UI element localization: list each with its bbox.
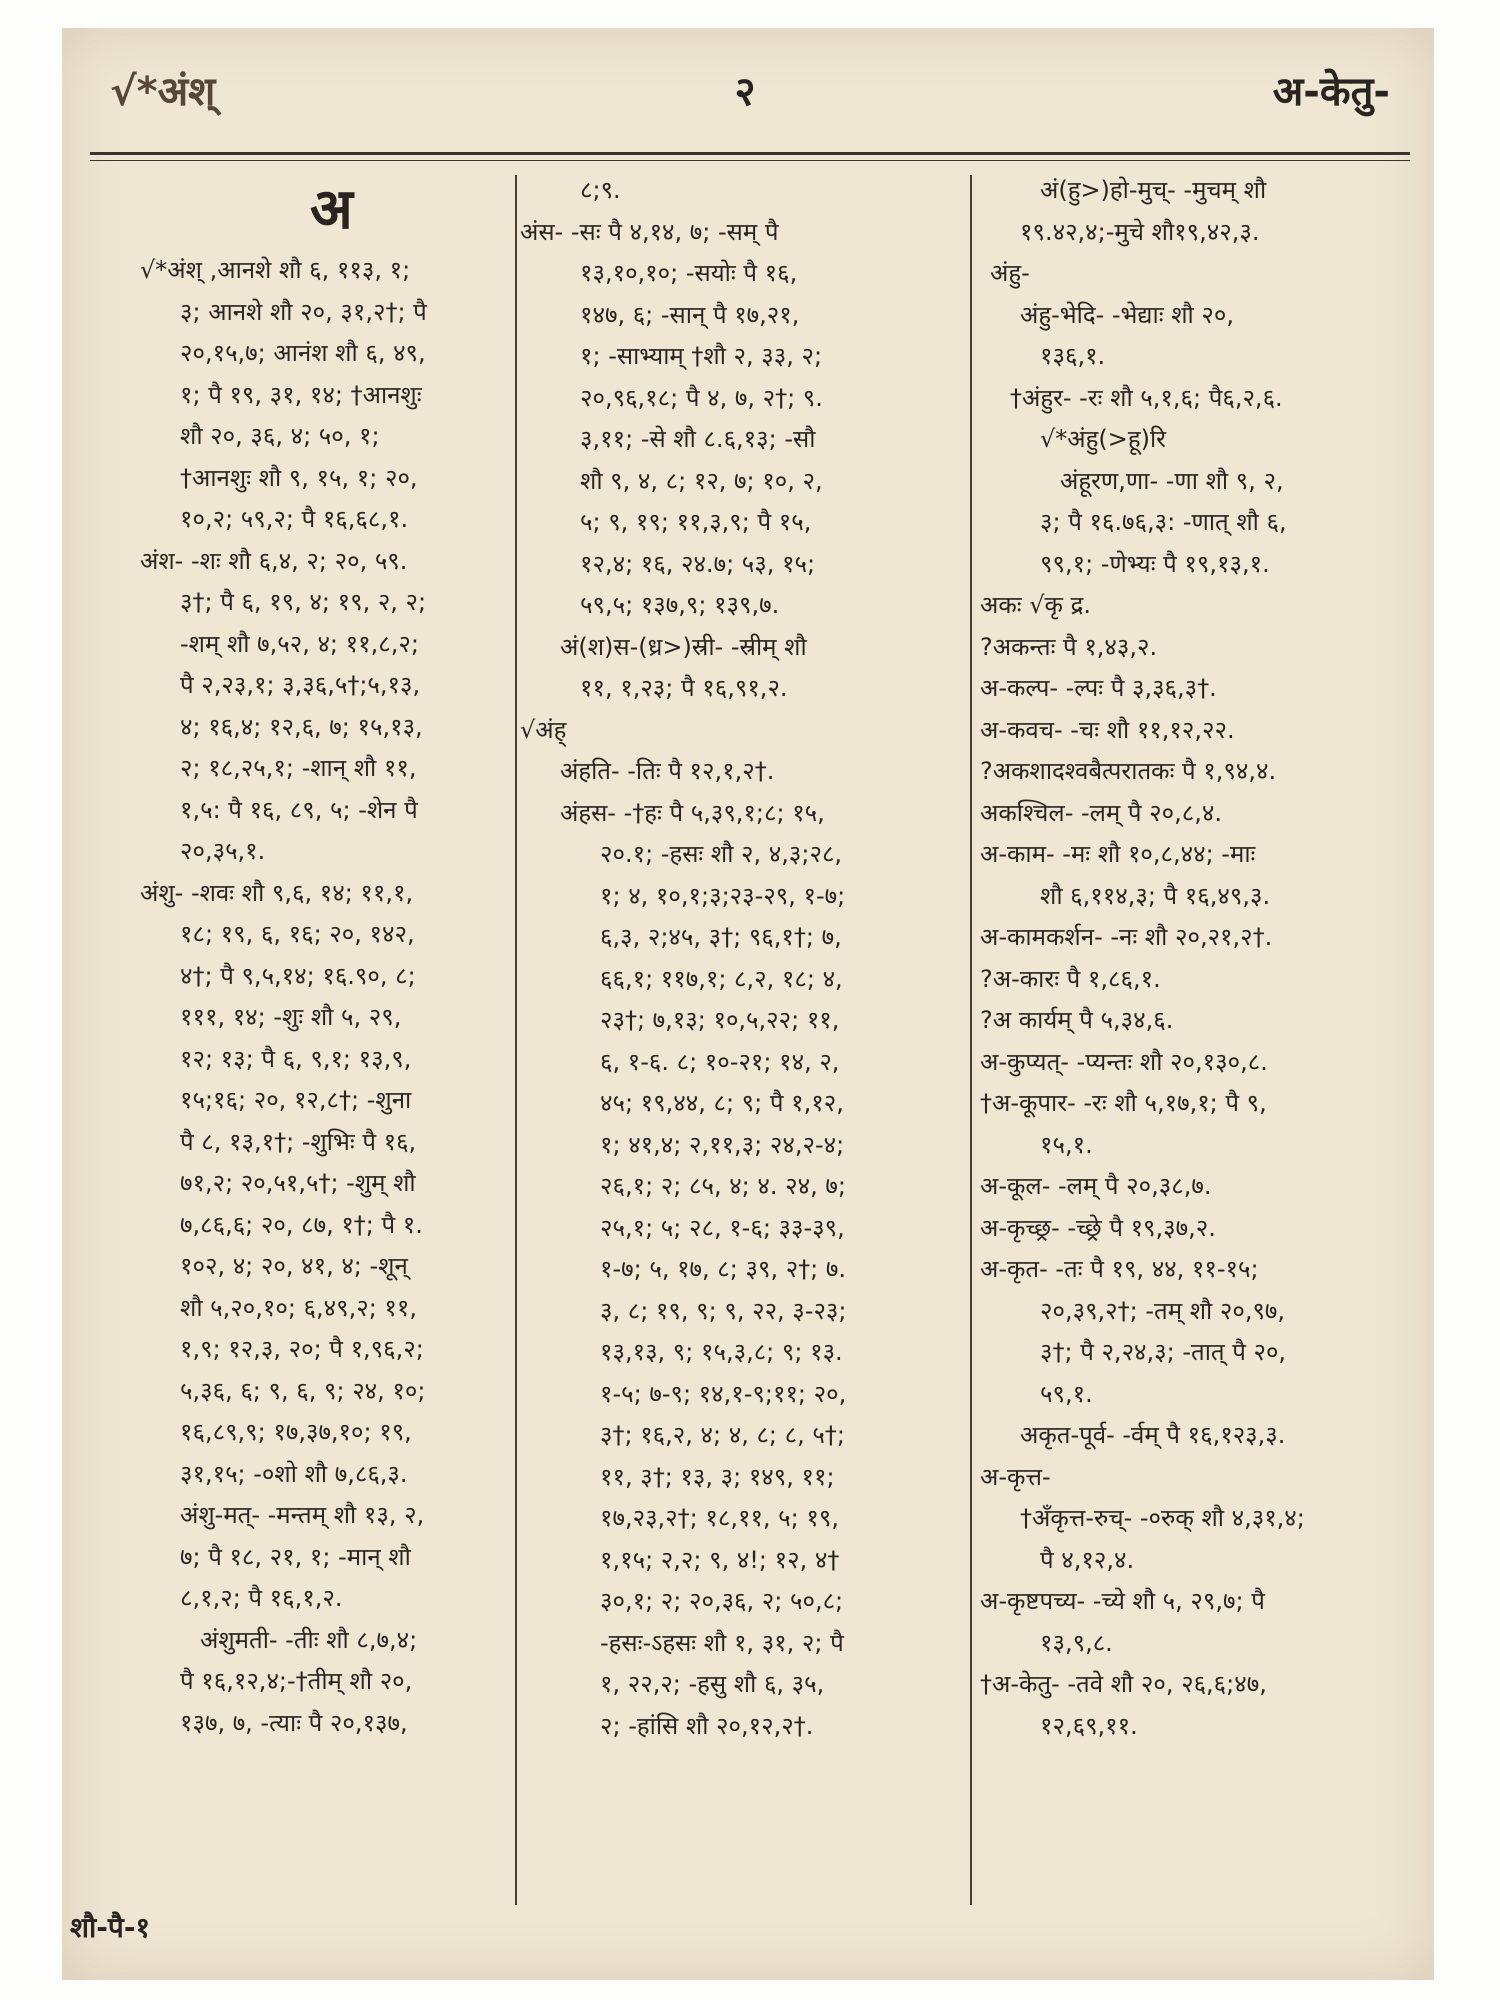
- entry-line: १२,४; १६, २४.७; ५३, १५;: [580, 549, 816, 578]
- entry-line: १; पै १९, ३१, १४; †आनशुः: [180, 380, 422, 409]
- entry-line: १८; १९, ६, १६; २०, १४२,: [180, 920, 415, 948]
- entry-line: ?अकन्तः पै १,४३,२.: [980, 632, 1158, 661]
- entry-line: ११, ३†; १३, ३; १४९, ११;: [600, 1462, 835, 1491]
- entry-line: अकृत-पूर्व- -र्वम् पै १६,१२३,३.: [1020, 1421, 1286, 1449]
- entry-line: ३,११; -से शौ ८.६,१३; -सौ: [580, 425, 816, 453]
- entry-line: अंहु-: [990, 259, 1030, 287]
- entry-line: अ-काम- -मः शौ १०,८,४४; -माः: [980, 840, 1256, 868]
- entry-line: ३, ८; १९, ९; ९, २२, ३-२३;: [600, 1296, 847, 1325]
- entry-line: अंहूरण,णा- -णा शौ ९, २,: [1060, 466, 1284, 495]
- entry-line: ३†; पै ६, १९, ४; १९, २, २;: [180, 588, 427, 616]
- entry-line: ८;९.: [580, 176, 621, 204]
- entry-line: ?अ कार्यम् पै ५,३४,६.: [980, 1006, 1174, 1034]
- entry-line: २३†; ७,१३; १०,५,२२; ११,: [600, 1006, 840, 1034]
- entry-line: २५,१; ५; २८, १-६; ३३-३९,: [600, 1213, 845, 1242]
- entry-line: १; -साभ्याम् †शौ २, ३३, २;: [580, 342, 823, 370]
- entry-line: १; ४, १०,१;३;२३-२९, १-७;: [600, 881, 846, 910]
- entry-line: †अंहुर- -रः शौ ५,१,६; पै६,२,६.: [1010, 383, 1283, 412]
- entry-line: †अँकृत्त-रुच्- -०रुक् शौ ४,३१,४;: [1020, 1504, 1305, 1532]
- entry-line: ५; ९, १९; ११,३,९; पै १५,: [580, 508, 812, 536]
- entry-line: पै ८, १३,१†; -शुभिः पै १६,: [180, 1127, 417, 1156]
- entry-line: १-५; ७-९; १४,१-९;११; २०,: [600, 1379, 847, 1408]
- entry-line: अ-कृत्त-: [980, 1462, 1051, 1491]
- entry-line: अ-कवच- -चः शौ ११,१२,२२.: [980, 715, 1235, 744]
- entry-line: अंहति- -तिः पै १२,१,२†.: [560, 757, 775, 785]
- entry-line: अंस- -सः पै ४,१४, ७; -सम् पै: [520, 217, 779, 246]
- entry-line: ३; पै १६.७६,३: -णात् शौ ६,: [1040, 508, 1287, 536]
- column-2: [520, 170, 960, 1910]
- entry-line: √*अंश् ,आनशे शौ ६, ११३, १;: [140, 256, 411, 284]
- entry-line: शौ ५,२०,१०; ६,४९,२; ११,: [180, 1293, 418, 1322]
- entry-line: √*अंहु(>हू)रि: [1040, 425, 1166, 453]
- entry-line: पै १६,१२,४;-†तीम् शौ २०,: [180, 1667, 413, 1695]
- entry-line: २०,९६,१८; पै ४, ७, २†; ९.: [580, 383, 823, 412]
- running-header-right: अ-केतु-: [1272, 69, 1390, 115]
- entry-line: अकश्चिल- -लम् पै २०,८,४.: [980, 798, 1222, 827]
- entry-line: ३; आनशे शौ २०, ३१,२†; पै: [180, 297, 427, 326]
- entry-line: †अ-केतु- -तवे शौ २०, २६,६;४७,: [980, 1670, 1267, 1698]
- entry-line: २; -हांसि शौ २०,१२,२†.: [600, 1711, 814, 1740]
- column-divider: [515, 175, 517, 1905]
- entry-line: १-७; ५, १७, ८; ३९, २†; ७.: [600, 1255, 847, 1283]
- entry-line: ३१,१५; -०शो शौ ७,८६,३.: [180, 1459, 408, 1488]
- header-rule-thin: [90, 160, 1410, 161]
- entry-line: ११, १,२३; पै १६,९१,२.: [580, 674, 788, 702]
- entry-line: अ-कृत- -तः पै १९, ४४, ११-१५;: [980, 1255, 1259, 1283]
- entry-line: अ-कृच्छ्र- -च्छ्रे पै १९,३७,२.: [980, 1213, 1216, 1242]
- entry-line: १३६,१.: [1040, 342, 1106, 370]
- entry-line: अ-कुप्यत्- -प्यन्तः शौ २०,१३०,८.: [980, 1047, 1268, 1076]
- entry-line: १०,२; ५९,२; पै १६,६८,१.: [180, 505, 409, 533]
- entry-line: अंशु-मत्- -मन्तम् शौ १३, २,: [180, 1501, 425, 1529]
- entry-line: २०,१५,७; आनंश शौ ६, ४९,: [180, 339, 426, 367]
- entry-line: ५९,१.: [1040, 1379, 1093, 1408]
- entry-line: १४७, ६; -सान् पै १७,२१,: [580, 300, 800, 329]
- entry-line: अ-कामकर्शन- -नः शौ २०,२१,२†.: [980, 923, 1273, 951]
- entry-line: १३७, ७, -त्याः पै २०,१३७,: [180, 1708, 408, 1737]
- entry-line: २; १८,२५,१; -शान् शौ ११,: [180, 754, 417, 782]
- entry-line: पै २,२३,१; ३,३६,५†;५,१३,: [180, 671, 421, 699]
- entry-line: ८,१,२; पै १६,१,२.: [180, 1584, 343, 1612]
- running-header-left: √*अंश्: [110, 69, 216, 115]
- entry-line: १३,१०,१०; -सयोः पै १६,: [580, 259, 798, 287]
- entry-line: १,५: पै १६, ८९, ५; -शेन पै: [180, 795, 418, 824]
- entry-line: अंशु- -शवः शौ ९,६, १४; ११,१,: [140, 878, 414, 907]
- entry-line: १, २२,२; -हसु शौ ६, ३५,: [600, 1670, 825, 1698]
- entry-line: ७१,२; २०,५१,५†; -शुम् शौ: [180, 1169, 416, 1197]
- entry-line: ४५; १९,४४, ८; ९; पै १,१२,: [600, 1089, 844, 1117]
- entry-line: १६,८९,९; १७,३७,१०; १९,: [180, 1418, 412, 1446]
- entry-line: ३†; पै २,२४,३; -तात् पै २०,: [1040, 1338, 1287, 1366]
- entry-line: -शम् शौ ७,५२, ४; ११,८,२;: [180, 629, 419, 658]
- entry-line: अं(हु>)हो-मुच्- -मुचम् शौ: [1040, 176, 1267, 204]
- entry-line: अंश- -शः शौ ६,४, २; २०, ५९.: [140, 546, 408, 575]
- entry-line: १०२, ४; २०, ४१, ४; -शून्: [180, 1252, 408, 1280]
- entry-line: अंहस- -†हः पै ५,३९,१;८; १५,: [560, 798, 825, 827]
- entry-line: ?अकशादश्वबैत्परातकः पै १,९४,४.: [980, 757, 1277, 785]
- entry-line: अ-कृष्टपच्य- -च्ये शौ ५, २९,७; पै: [980, 1587, 1265, 1615]
- entry-line: ६६,१; ११७,१; ८,२, १८; ४,: [600, 964, 843, 993]
- entry-line: ३†; १६,२, ४; ४, ८; ८, ५†;: [600, 1421, 845, 1449]
- entry-line: शौ ६,११४,३; पै १६,४९,३.: [1040, 881, 1271, 910]
- entry-line: १,९; १२,३, २०; पै १,९६,२;: [180, 1335, 424, 1363]
- entry-line: १,१५; २,२; ९, ४!; १२, ४†: [600, 1545, 840, 1574]
- entry-line: ७; पै १८, २१, १; -मान् शौ: [180, 1542, 411, 1571]
- entry-line: १३,९,८.: [1040, 1628, 1113, 1657]
- entry-line: १५;१६; २०, १२,८†; -शुना: [180, 1086, 412, 1114]
- entry-line: ५,३६, ६; ९, ६, ९; २४, १०;: [180, 1376, 426, 1405]
- column-divider: [970, 175, 972, 1905]
- entry-line: १; ४१,४; २,११,३; २४,२-४;: [600, 1130, 845, 1159]
- entry-line: २०.१; -हसः शौ २, ४,३;२८,: [600, 840, 843, 868]
- entry-line: २०,३५,१.: [180, 837, 266, 865]
- entry-line: अकः √कृ द्र.: [980, 591, 1091, 619]
- entry-line: ३०,१; २; २०,३६, २; ५०,८;: [600, 1587, 844, 1615]
- entry-line: †अ-कूपार- -रः शौ ५,१७,१; पै ९,: [980, 1089, 1267, 1117]
- entry-line: १२; १३; पै ६, ९,१; १३,९,: [180, 1044, 412, 1073]
- entry-line: -हसः-ऽहसः शौ १, ३१, २; पै: [600, 1628, 844, 1657]
- entry-line: पै ४,१२,४.: [1040, 1545, 1135, 1574]
- entry-line: ६,३, २;४५, ३†; ९६,१†; ७,: [600, 923, 842, 951]
- entry-line: √अंह्: [520, 715, 567, 744]
- entry-line: शौ ९, ४, ८; १२, ७; १०, २,: [580, 466, 823, 495]
- entry-line: १२,६९,११.: [1040, 1711, 1138, 1740]
- entry-line: शौ २०, ३६, ४; ५०, १;: [180, 422, 380, 450]
- entry-line: २०,३९,२†; -तम् शौ २०,९७,: [1040, 1296, 1286, 1325]
- section-letter: अ: [310, 177, 353, 242]
- entry-line: अ-कल्प- -ल्पः पै ३,३६,३†.: [980, 674, 1217, 702]
- entry-line: अंशुमती- -तीः शौ ८,७,४;: [200, 1625, 418, 1654]
- entry-line: ६, १-६. ८; १०-२१; १४, २,: [600, 1047, 840, 1076]
- page-number: २: [734, 69, 756, 115]
- entry-line: २६,१; २; ८५, ४; ४. २४, ७;: [600, 1172, 846, 1200]
- entry-line: ?अ-कारः पै १,८६,१.: [980, 964, 1161, 993]
- column-1: [140, 170, 502, 1910]
- entry-line: १७,२३,२†; १८,११, ५; १९,: [600, 1504, 839, 1532]
- entry-line: १५,१.: [1040, 1130, 1093, 1159]
- header-rule: [90, 152, 1410, 155]
- entry-line: ४; १६,४; १२,६, ७; १५,१३,: [180, 712, 423, 741]
- entry-line: †आनशुः शौ ९, १५, १; २०,: [180, 463, 418, 492]
- entry-line: अ-कूल- -लम् पै २०,३८,७.: [980, 1172, 1212, 1200]
- entry-line: अं(श)स-(ध्र>)स्री- -स्रीम् शौ: [560, 632, 807, 661]
- entry-line: ५९,५; १३७,९; १३९,७.: [580, 591, 780, 619]
- signature-mark: शौ-पै-१: [70, 1911, 150, 1944]
- entry-line: ७,८६,६; २०, ८७, १†; पै १.: [180, 1210, 423, 1239]
- entry-line: १९.४२,४;-मुचे शौ१९,४२,३.: [1020, 217, 1260, 246]
- entry-line: अंहु-भेदि- -भेद्याः शौ २०,: [1020, 300, 1234, 329]
- entry-line: ४†; पै ९,५,१४; १६.९०, ८;: [180, 961, 416, 990]
- entry-line: १३,१३, ९; १५,३,८; ९; १३.: [600, 1338, 843, 1366]
- entry-line: ९९,१; -णेभ्यः पै १९,१३,१.: [1040, 549, 1270, 578]
- column-3: [980, 170, 1400, 1910]
- entry-line: १११, १४; -शुः शौ ५, २९,: [180, 1003, 402, 1031]
